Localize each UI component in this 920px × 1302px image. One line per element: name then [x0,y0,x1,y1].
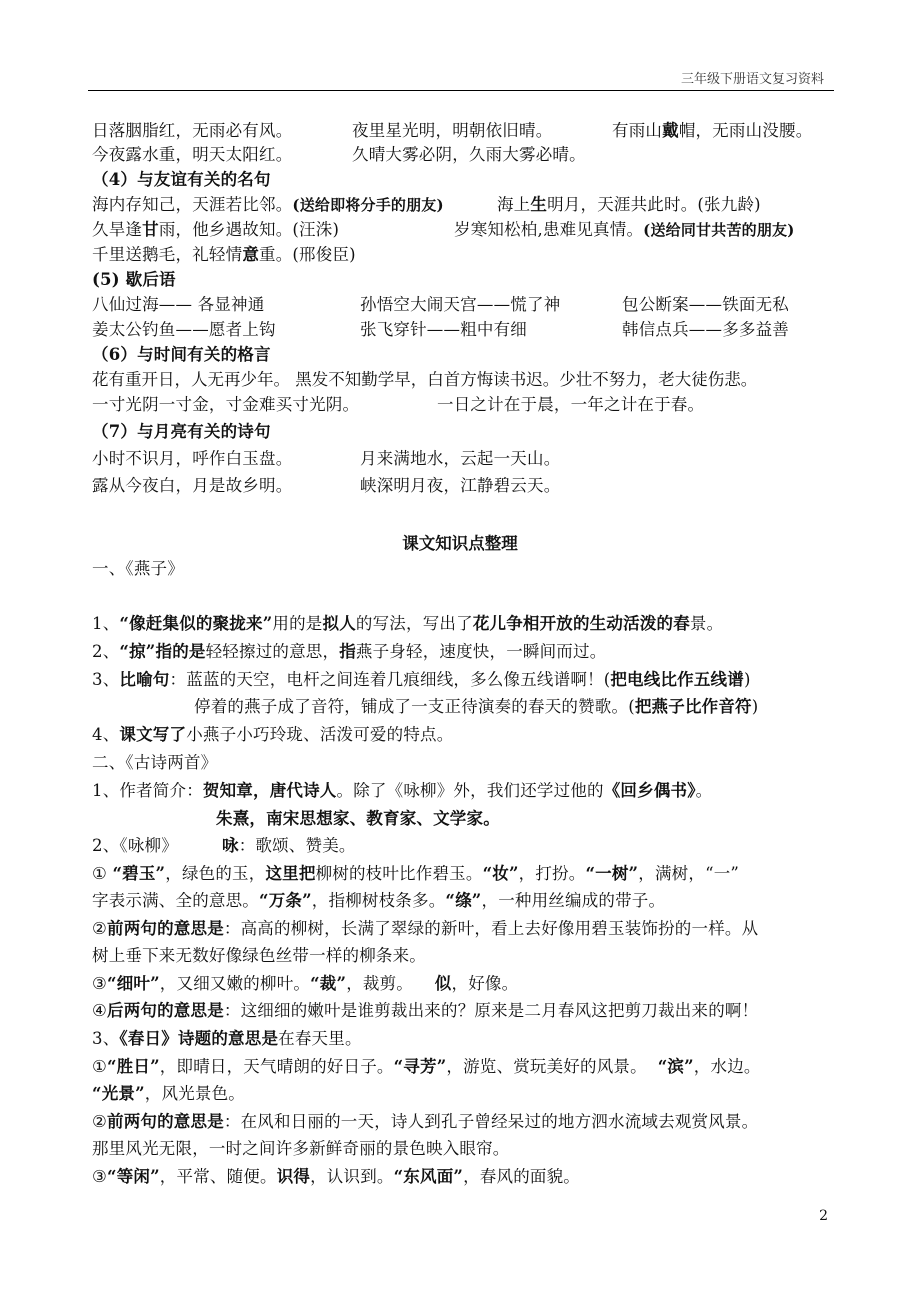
gushi-line-2: 朱熹，南宋思想家、教育家、文学家。 [216,809,500,828]
text-run: 日落胭脂红，无雨必有风。 [92,121,293,140]
section-title: 课文知识点整理 [402,534,518,553]
time-heading: （6）与时间有关的格言 [92,345,271,364]
text-run: 有雨山戴帽，无雨山没腰。 [612,121,813,140]
weather-row-1 [92,120,813,142]
friend-row-2: 久旱逢甘雨，他乡遇故知。(汪洙) 岁寒知松柏,患难见真情。(送给同甘共苦的朋友) [92,220,795,239]
gushi-title: 二、《古诗两首》 [92,753,218,772]
yanzi-line-3: 3、比喻句：蓝蓝的天空，电杆之间连着几痕细线，多么像五线谱啊！(把电线比作五线谱) [92,670,751,689]
yanzi-line-5: 4、课文写了小燕子小巧玲珑、活泼可爱的特点。 [92,725,454,744]
gushi-line-12: “光景”，风光景色。 [92,1084,245,1103]
friend-row-3: 千里送鹅毛，礼轻情意重。(邢俊臣) [92,245,356,264]
moon-heading: （7）与月亮有关的诗句 [92,422,271,441]
page-number: 2 [819,1208,828,1224]
gushi-line-6: ②前两句的意思是：高高的柳树，长满了翠绿的新叶，看上去好像用碧玉装饰扮的一样。从 [92,919,759,938]
gushi-line-9: ④后两句的意思是：这细细的嫩叶是谁剪裁出来的？原来是二月春风这把剪刀裁出来的啊！ [92,1001,759,1020]
weather-row-2 [92,144,586,166]
gushi-line-5: 字表示满、全的意思。“万条”，指柳树枝条多。“绦”，一种用丝编成的带子。 [92,891,666,910]
gushi-line-14: 那里风光无限，一时之间许多新鲜奇丽的景色映入眼帘。 [92,1139,510,1158]
yanzi-title: 一、《燕子》 [92,559,184,578]
yanzi-line-1: 1、“像赶集似的聚拢来”用的是拟人的写法，写出了花儿争相开放的生动活泼的春景。 [92,614,724,633]
time-row-1: 花有重开日，人无再少年。 黑发不知勤学早，白首方悔读书迟。少壮不努力，老大徒伤悲。 [92,370,758,389]
xiehouyu-row-2: 姜太公钓鱼——愿者上钩 张飞穿针——粗中有细 韩信点兵——多多益善 [92,320,789,339]
text-run: 夜里星光明，明朝依旧晴。 [352,121,553,140]
header-rule [88,90,834,91]
xiehouyu-heading: (5) 歇后语 [92,270,176,289]
xiehouyu-row-1: 八仙过海—— 各显神通 孙悟空大闹天宫——慌了神 包公断案——铁面无私 [92,295,789,314]
time-row-2: 一寸光阴一寸金，寸金难买寸光阴。 一日之计在于晨，一年之计在于春。 [92,395,705,414]
friend-row-1: 海内存知己，天涯若比邻。(送给即将分手的朋友) 海上生明月，天涯共此时。(张九龄) [92,195,761,214]
yanzi-line-2: 2、“掠”指的是轻轻擦过的意思，指燕子身轻，速度快，一瞬间而过。 [92,642,607,661]
gushi-line-1: 1、作者简介：贺知章，唐代诗人。除了《咏柳》外，我们还学过他的《回乡偶书》。 [92,781,713,800]
gushi-line-4: ① “碧玉”，绿色的玉，这里把柳树的枝叶比作碧玉。“妆”，打扮。“一树”，满树，“一” [92,864,740,883]
gushi-line-13: ②前两句的意思是：在风和日丽的一天，诗人到孔子曾经呆过的地方泗水流域去观赏风景。 [92,1112,759,1131]
gushi-line-8: ③“细叶”，又细又嫩的柳叶。“裁”，裁剪。 似，好像。 [92,974,519,993]
text-run: 久晴大雾必阴，久雨大雾必晴。 [352,145,586,164]
friend-heading: （4）与友谊有关的名句 [92,170,271,189]
gushi-line-10: 3、《春日》诗题的意思是在春天里。 [92,1029,362,1048]
gushi-line-3: 2、《咏柳》 咏：歌颂、赞美。 [92,836,356,855]
moon-row-2: 露从今夜白，月是故乡明。 峡深明月夜，江静碧云天。 [92,476,561,495]
page-header: 三年级下册语文复习资料 [680,72,824,87]
moon-row-1: 小时不识月，呼作白玉盘。 月来满地水，云起一天山。 [92,449,561,468]
gushi-line-11: ①“胜日”，即晴日，天气晴朗的好日子。“寻芳”，游览、赏玩美好的风景。 “滨”，水边。 [92,1057,761,1076]
text-run: 今夜露水重，明天太阳红。 [92,145,293,164]
yanzi-line-4: 停着的燕子成了音符，铺成了一支正待演奏的春天的赞歌。(把燕子比作音符) [194,697,759,716]
gushi-line-15: ③“等闲”，平常、随便。识得，认识到。“东风面”，春风的面貌。 [92,1167,580,1186]
gushi-line-7: 树上垂下来无数好像绿色丝带一样的柳条来。 [92,946,426,965]
